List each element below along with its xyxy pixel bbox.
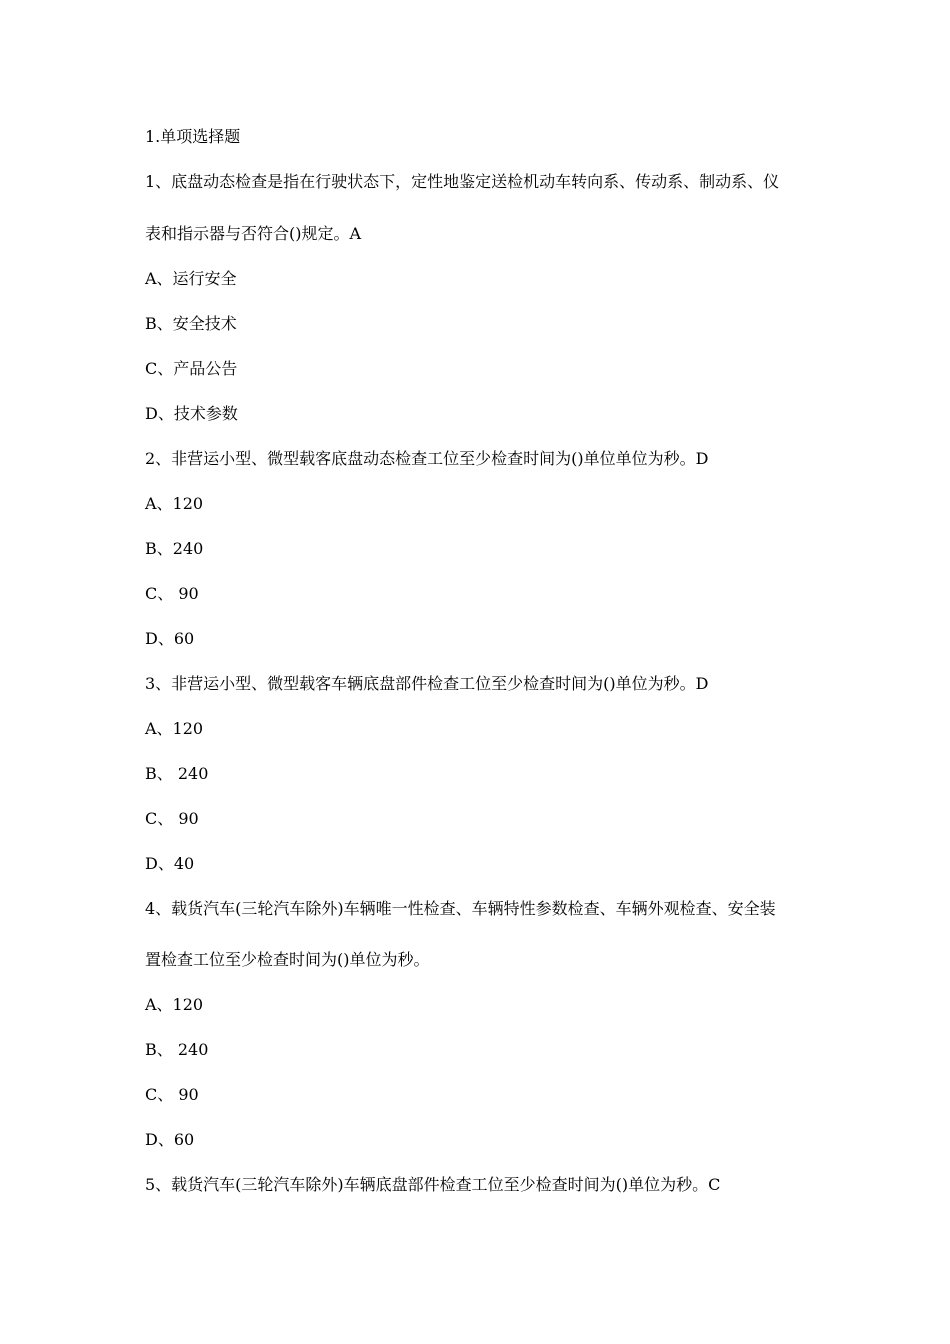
question-3-option-b: B、 240 bbox=[145, 764, 209, 783]
question-5-stem-line-1: 5、载货汽车(三轮汽车除外)车辆底盘部件检查工位至少检查时间为()单位为秒。C bbox=[145, 1175, 721, 1194]
question-2-option-c: C、 90 bbox=[145, 584, 199, 603]
question-3-option-a: A、120 bbox=[145, 719, 204, 738]
question-4-stem-line-2: 置检查工位至少检查时间为()单位为秒。 bbox=[145, 950, 430, 969]
question-3-option-d: D、40 bbox=[145, 854, 195, 873]
question-1-stem-line-2: 表和指示器与否符合()规定。A bbox=[145, 224, 362, 243]
question-2-option-b: B、240 bbox=[145, 539, 204, 558]
question-2-option-a: A、120 bbox=[145, 494, 204, 513]
question-4-option-b: B、 240 bbox=[145, 1040, 209, 1059]
question-3-option-c: C、 90 bbox=[145, 809, 199, 828]
question-2-option-d: D、60 bbox=[145, 629, 195, 648]
question-4-stem-line-1: 4、载货汽车(三轮汽车除外)车辆唯一性检查、车辆特性参数检查、车辆外观检查、安全装 bbox=[145, 899, 776, 918]
question-4-option-a: A、120 bbox=[145, 995, 204, 1014]
question-2-stem-line-1: 2、非营运小型、微型载客底盘动态检查工位至少检查时间为()单位单位为秒。D bbox=[145, 449, 709, 468]
question-3-stem-line-1: 3、非营运小型、微型载客车辆底盘部件检查工位至少检查时间为()单位为秒。D bbox=[145, 674, 709, 693]
question-1-option-d: D、技术参数 bbox=[145, 404, 238, 423]
question-1-stem-line-1: 1、底盘动态检查是指在行驶状态下，定性地鉴定送检机动车转向系、传动系、制动系、仪 bbox=[145, 172, 780, 191]
question-4-option-d: D、60 bbox=[145, 1130, 195, 1149]
question-4-option-c: C、 90 bbox=[145, 1085, 199, 1104]
section-title: 1.单项选择题 bbox=[145, 127, 241, 146]
question-1-option-b: B、安全技术 bbox=[145, 314, 237, 333]
question-1-option-c: C、产品公告 bbox=[145, 359, 238, 378]
question-1-option-a: A、运行安全 bbox=[145, 269, 237, 288]
